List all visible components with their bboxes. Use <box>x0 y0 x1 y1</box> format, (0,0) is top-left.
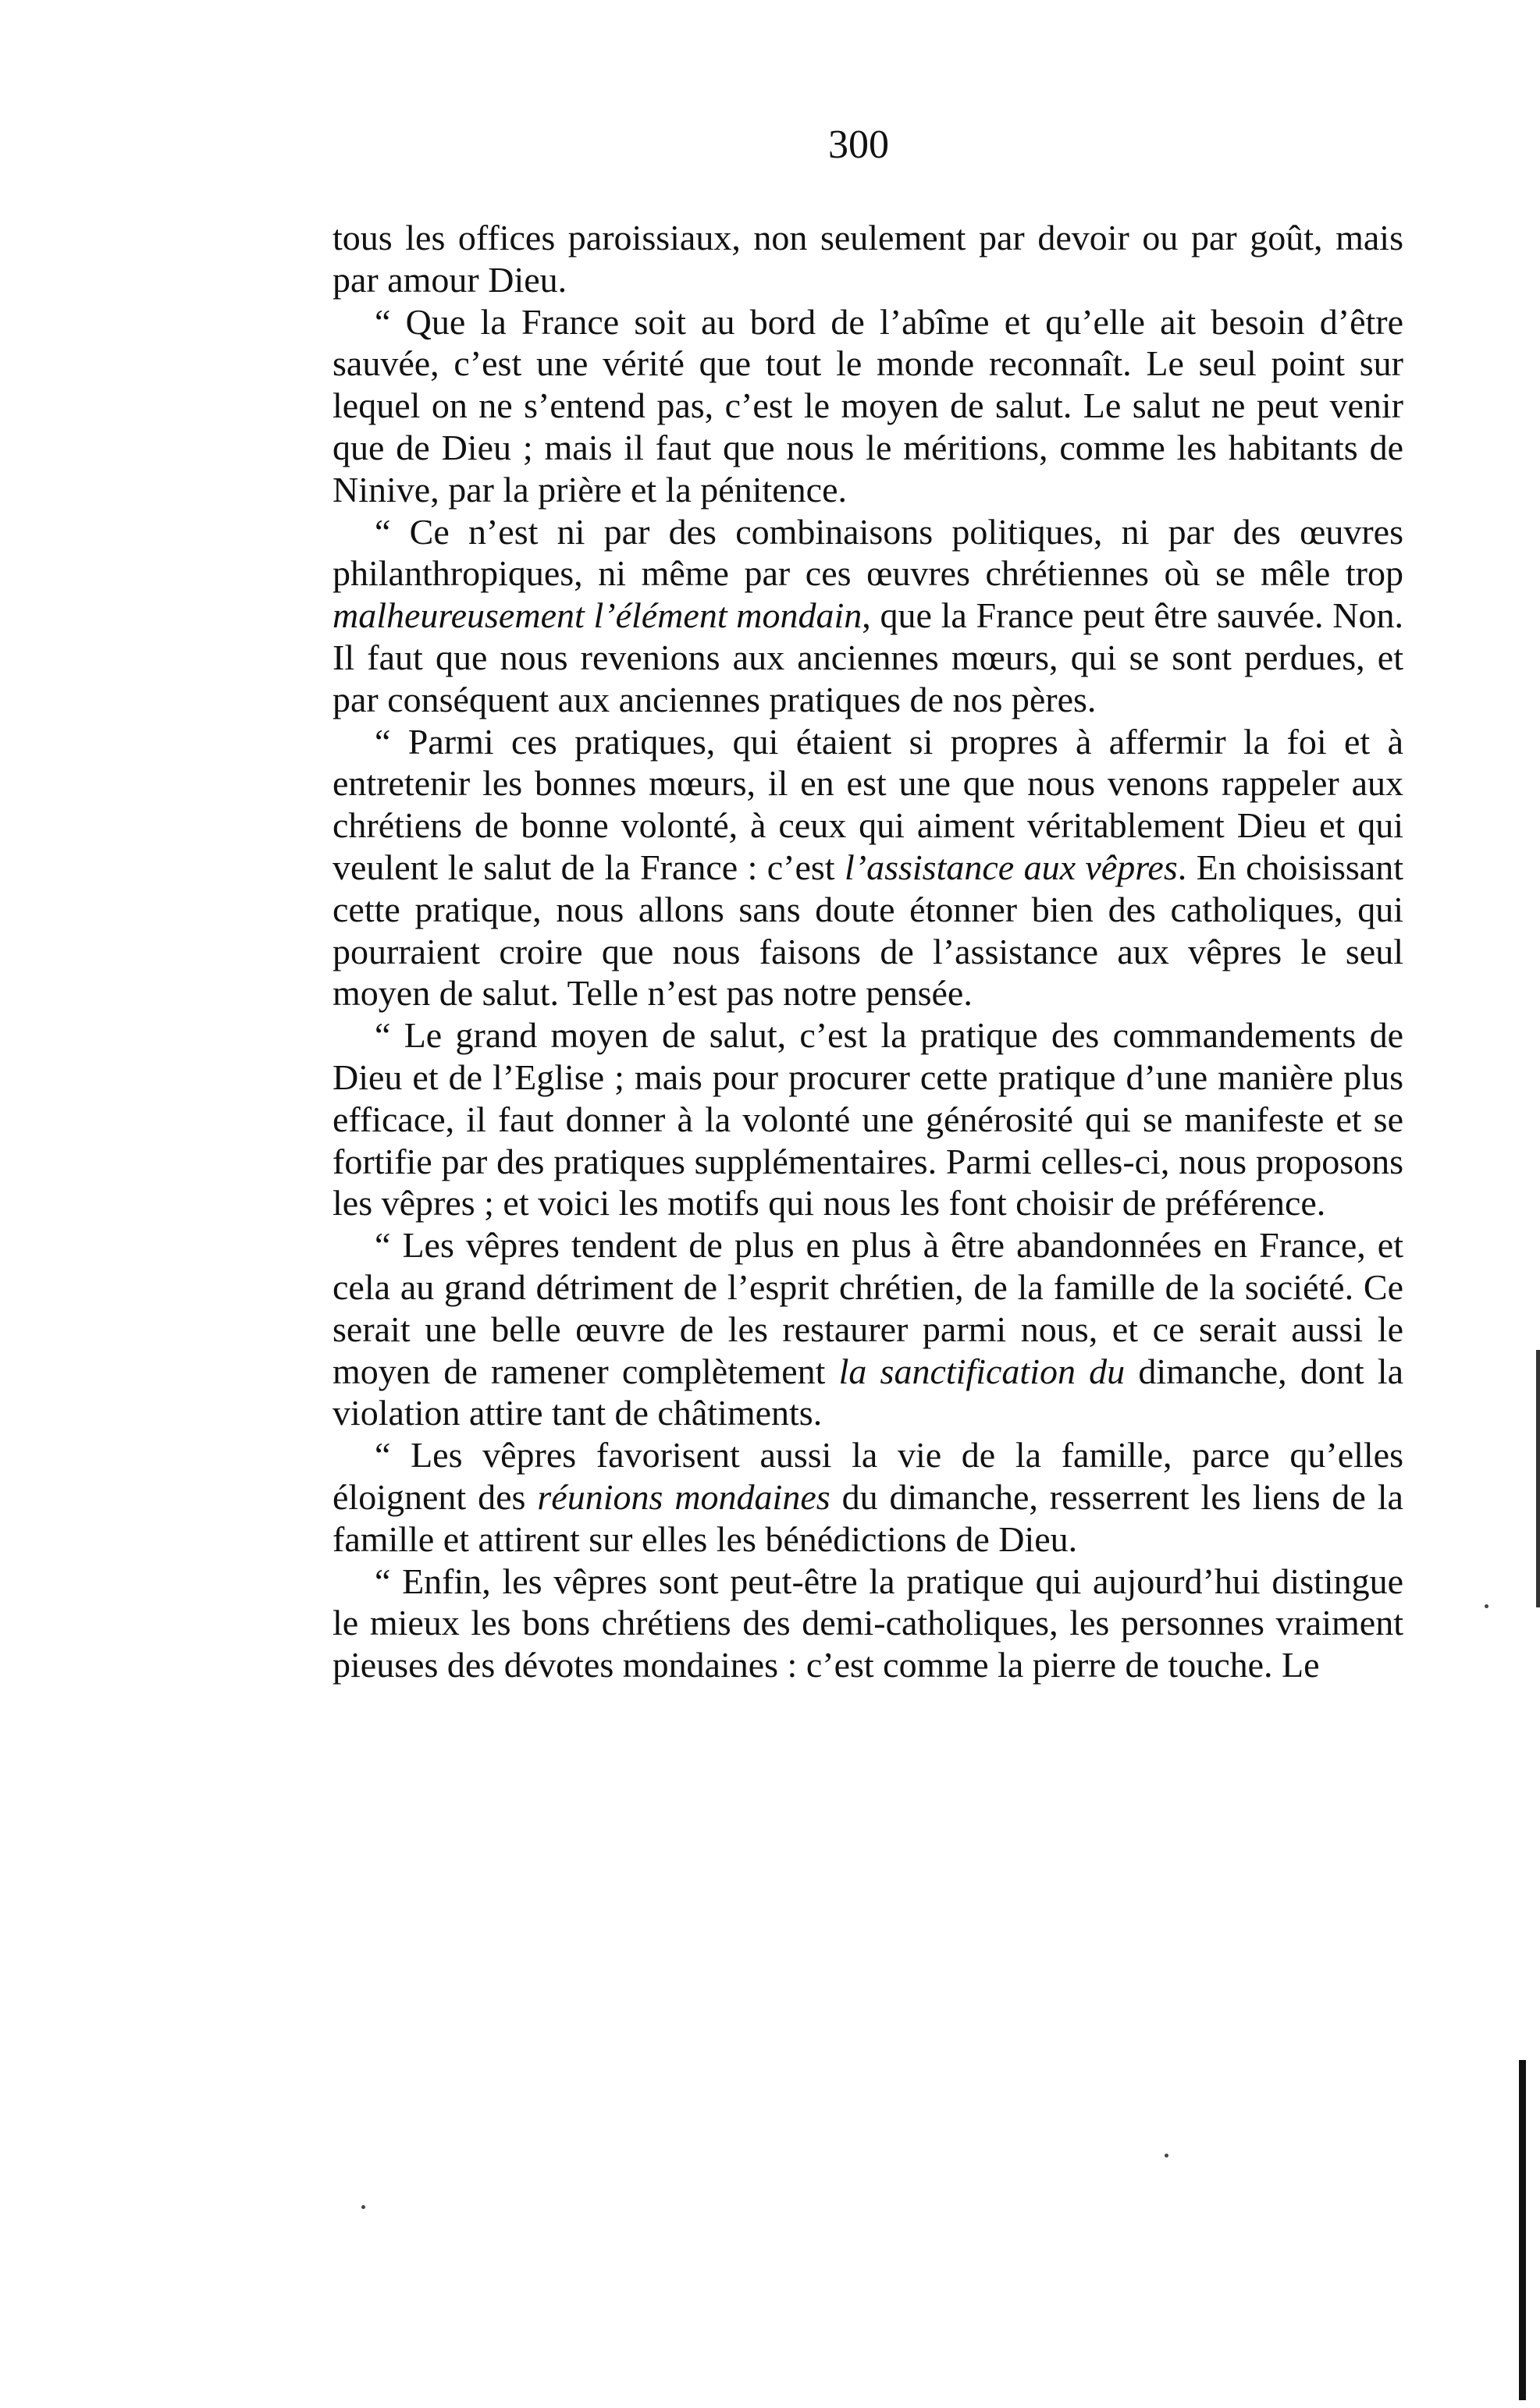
text-run: “ Enfin, les vêpres sont peut-être la pratique qui aujourd’hui distingue le mieux les bons chrétiens des demi-catholiques, les personnes vraiment pieuses des dévotes mondaines : c’est comme la pierre de touche. Le <box>333 1561 1403 1685</box>
text-run: “ Parmi ces pratiques, qui étaient si propres à affermir la foi et à entretenir les bonnes mœurs, il en est une que nous venons rappeler aux chrétiens de bonne volonté, à ceux qui aiment véritablement Dieu et qui veulent le salut de la France : c’est <box>333 721 1403 887</box>
italic-text: malheureusement l’élément mondain <box>333 595 862 636</box>
page-edge-mark <box>1536 1350 1540 1607</box>
print-speck <box>1165 2154 1168 2158</box>
paragraph <box>333 1224 1403 1434</box>
italic-text: réunions mondaines <box>537 1476 830 1517</box>
italic-text: l’assistance aux vêpres <box>844 847 1178 887</box>
paragraph <box>333 511 1403 721</box>
print-speck <box>1485 1604 1488 1608</box>
text-run: “ Ce n’est ni par des combinaisons politiques, ni par des œuvres philanthropiques, ni même par ces œuvres chrétiennes où se mêle trop <box>333 511 1403 594</box>
paragraph <box>333 1434 1403 1560</box>
text-run: . En choisissant cette pratique, nous allons sans doute étonner bien des catholiques, qui pourraient croire que nous faisons de l’assistance aux vêpres le seul moyen de salut. Telle n’est pas notre pensée. <box>333 847 1403 1014</box>
italic-text: la sanctification du <box>838 1351 1126 1391</box>
text-run: “ Les vêpres favorisent aussi la vie de la famille, parce qu’elles éloignent des <box>333 1435 1403 1517</box>
paragraph <box>333 301 1403 511</box>
body-text <box>333 217 1403 1686</box>
text-run: “ Que la France soit au bord de l’abîme et qu’elle ait besoin d’être sauvée, c’est une vérité que tout le monde reconnaît. Le seul point sur lequel on ne s’entend pas, c’est le moyen de salut. Le salut ne peut venir que de Dieu ; mais il faut que nous le méritions, comme les habitants de Ninive, par la prière et la pénitence. <box>333 301 1403 510</box>
text-run: , que la France peut être sauvée. Non. Il faut que nous revenions aux anciennes mœurs, qui se sont perdues, et par conséquent aux anciennes pratiques de nos pères. <box>333 595 1403 719</box>
text-run: tous les offices paroissiaux, non seulement par devoir ou par goût, mais par amour Dieu. <box>333 218 1403 300</box>
print-speck <box>361 2205 365 2209</box>
page-number: 300 <box>828 123 889 167</box>
text-run: du dimanche, resserrent les liens de la famille et attirent sur elles les bénédictions de Dieu. <box>333 1476 1403 1559</box>
text-run: “ Les vêpres tendent de plus en plus à être abandonnées en France, et cela au grand détriment de l’esprit chrétien, de la famille de la société. Ce serait une belle œuvre de les restaurer parmi nous, et ce serait aussi le moyen de ramener complètement <box>333 1225 1403 1391</box>
paragraph <box>333 721 1403 1015</box>
paragraph <box>333 1014 1403 1224</box>
paragraph <box>333 217 1403 301</box>
text-run: dimanche, dont la violation attire tant de châtiments. <box>333 1351 1403 1433</box>
text-run: “ Le grand moyen de salut, c’est la pratique des commandements de Dieu et de l’Eglise ; mais pour procurer cette pratique d’une manière plus efficace, il faut donner à la volonté une générosité qui se manifeste et se fortifie par des pratiques supplémentaires. Parmi celles-ci, nous proposons les vêpres ; et voici les motifs qui nous les font choisir de préférence. <box>333 1015 1403 1224</box>
page-edge-line <box>1519 2060 1526 2400</box>
paragraph <box>333 1561 1403 1686</box>
